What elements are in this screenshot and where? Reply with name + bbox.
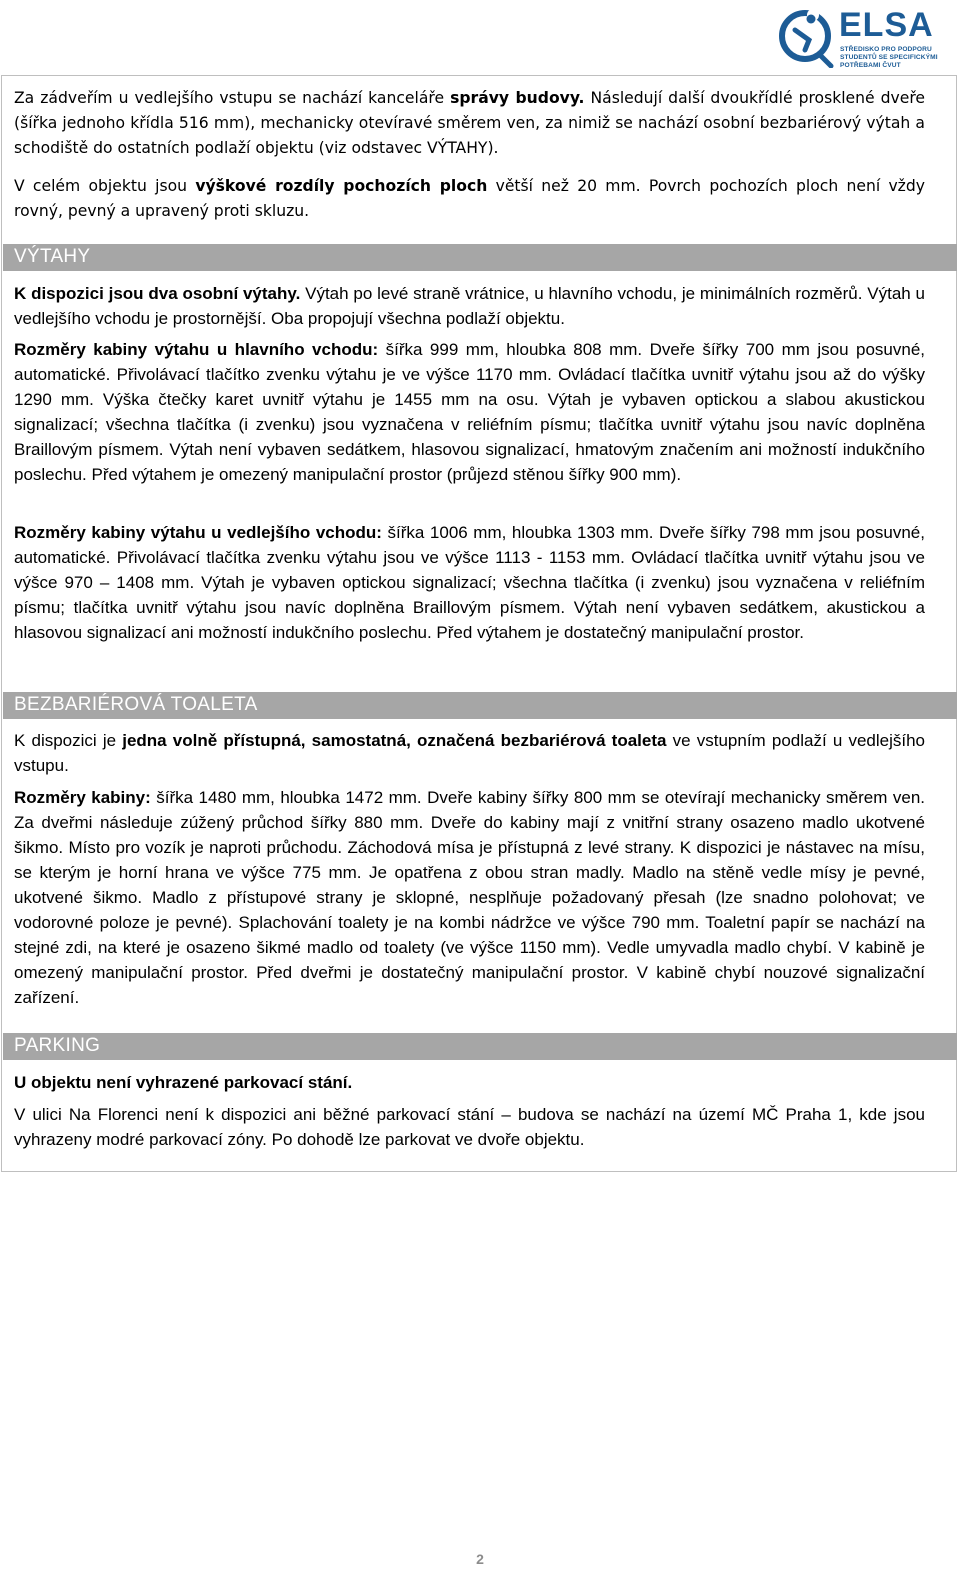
section-heading-text: BEZBARIÉROVÁ TOALETA (14, 694, 258, 715)
bold-run: Rozměry kabiny výtahu u vedlejšího vchodu: (14, 523, 382, 542)
text-run: šířka 1006 mm, hloubka 1303 mm. Dveře šířky 798 mm jsou posuvné, automatické. Přivolávací tlačítka zvenku výtahu jsou ve výšce 1113 - 1153 mm. Ovládací tlačítka uvnitř výtahu jsou ve výšce 970 – 1408 mm. Výtah je vybaven optickou signalizací; všechna tlačítka (i zvenku) jsou vyznačena v reliéfním písmu; tlačítka uvnitř výtahu jsou navíc doplněna Braillovým písmem. Výtah není vybaven sedátkem, akustickou a hlasovou signalizací ani možností indukčního poslechu. Před výtahem je dostatečný manipulační prostor. (14, 523, 925, 642)
section-heading-parking (3, 1033, 957, 1060)
section-heading-text: PARKING (14, 1035, 101, 1056)
bold-run: Rozměry kabiny: (14, 788, 151, 807)
elevators-paragraph-3 (14, 520, 925, 645)
bold-run: U objektu není vyhrazené parkovací stání. (14, 1073, 353, 1092)
logo-subtitle-line2: STUDENTŮ SE SPECIFICKÝMI (840, 54, 938, 61)
page-number: 2 (476, 1551, 484, 1567)
logo-subtitle-line1: STŘEDISKO PRO PODPORU (840, 46, 932, 53)
logo-subtitle-line3: POTŘEBAMI ČVUT (840, 62, 901, 69)
text-run: V celém objektu jsou (14, 177, 196, 195)
text-run: větší než 20 mm. Povrch pochozích ploch není vždy rovný, pevný a upravený proti skluzu. (14, 177, 925, 220)
elsa-person-icon (777, 6, 837, 68)
elevators-paragraph-1 (14, 281, 925, 331)
text-run: ve vstupním podlaží u vedlejšího vstupu. (14, 731, 925, 775)
bold-run: Rozměry kabiny výtahu u hlavního vchodu: (14, 340, 379, 359)
bold-run: správy budovy. (450, 89, 585, 107)
toilet-paragraph-2 (14, 785, 925, 1010)
bold-run: výškové rozdíly pochozích ploch (195, 177, 488, 195)
elsa-logo (777, 6, 938, 69)
toilet-paragraph-1 (14, 728, 925, 778)
intro-paragraph-2 (14, 174, 925, 224)
section-heading-elevators (3, 244, 957, 271)
elevators-paragraph-2 (14, 337, 925, 487)
text-run: Následují další dvoukřídlé prosklené dveře (šířka jednoho křídla 516 mm), mechanicky otevíravé směrem ven, za nimiž se nachází osobní bezbariérový výtah a schodiště do ostatních podlaží objektu (viz odstavec VÝTAHY). (14, 89, 926, 157)
text-run: K dispozici je (14, 731, 123, 750)
parking-paragraph-2: V ulici Na Florenci není k dispozici ani běžné parkovací stání – budova se nachází na území MČ Praha 1, kde jsou vyhrazeny modré parkovací zóny. Po dohodě lze parkovat ve dvoře objektu. (14, 1105, 925, 1149)
text-run: Za zádveřím u vedlejšího vstupu se nachází kanceláře (14, 89, 451, 107)
parking-paragraph-1 (14, 1070, 925, 1095)
content-frame (1, 75, 957, 1172)
section-heading-toilet (3, 692, 957, 719)
text-run: šířka 1480 mm, hloubka 1472 mm. Dveře kabiny šířky 800 mm se otevírají mechanicky směrem ven. Za dveřmi následuje zúžený průchod šířky 880 mm. Dveře do kabiny mají z vnitřní strany osazeno madlo ukotvené šikmo. Místo pro vozík je naproti průchodu. Záchodová mísa je přístupná z levé strany. K dispozici je nástavec na mísu, se kterým je horní hrana ve výšce 775 mm. Je opatřena z obou stran madly. Madlo na stěně vedle mísy je pevné, ukotvené šikmo. Madlo z přístupové strany je sklopné, nesplňuje požadovaný přesah (lze snadno polohovat; ve vodorovné poloze je pevné). Splachování toalety je na kombi nádržce ve výšce 790 mm. Toaletní papír se nachází na stejné zdi, na které je osazeno šikmé madlo od toalety (ve výšce 1150 mm). Vedle umyvadla madlo chybí. V kabině je omezený manipulační prostor. Před dveřmi je dostatečný manipulační prostor. V kabině chybí nouzové signalizační zařízení. (14, 788, 925, 1007)
logo-word: ELSA (839, 6, 934, 44)
text-run: šířka 999 mm, hloubka 808 mm. Dveře šířky 700 mm jsou posuvné, automatické. Přivolávací tlačítko zvenku výtahu je ve výšce 1170 mm. Ovládací tlačítka uvnitř výtahu jsou až do výšky 1290 mm. Výška čtečky karet uvnitř výtahu je 1455 mm na osu. Výtah je vybaven optickou a slabou akustickou signalizací; všechna tlačítka (i zvenku) jsou vyznačena v reliéfním písmu; tlačítka uvnitř výtahu jsou navíc doplněna Braillovým písmem. Výtah není vybaven sedátkem, hlasovou signalizací, hmatovým značením ani možností indukčního poslechu. Před výtahem je omezený manipulační prostor (průjezd stěnou šířky 900 mm). (14, 340, 926, 484)
bold-run: K dispozici jsou dva osobní výtahy. (14, 284, 301, 303)
bold-run: jedna volně přístupná, samostatná, označená bezbariérová toaleta (122, 731, 667, 750)
intro-paragraph-1 (14, 86, 925, 161)
text-run: Výtah po levé straně vrátnice, u hlavního vchodu, je minimálních rozměrů. Výtah u vedlejšího vchodu je prostornější. Oba propojují všechna podlaží objektu. (14, 284, 926, 328)
section-heading-text: VÝTAHY (14, 246, 91, 267)
